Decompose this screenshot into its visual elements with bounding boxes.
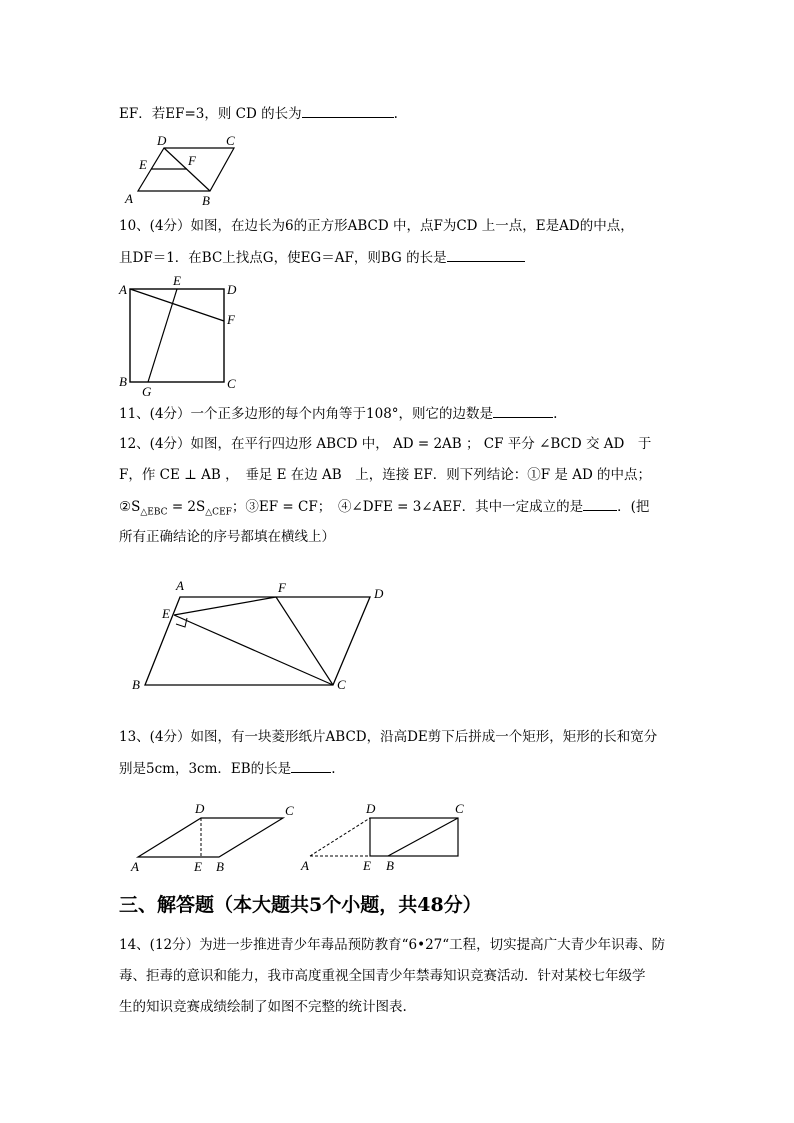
fig13a-rhombus [138,818,283,857]
fig12-segment-ef [174,597,276,615]
q10-answer-blank [447,248,525,262]
fig13b-rectangle [370,818,458,856]
q12-sub-cef: △CEF [205,507,232,518]
fig9-label-d: D [157,133,167,148]
fig12-label-f: F [278,580,286,595]
fig9-label-a: A [125,191,133,206]
fig13a-label-b: B [216,859,224,874]
q11-text: 11、(4分）一个正多边形的每个内角等于108°，则它的边数是 [119,406,494,422]
fig13b-rectangle-diagram [296,800,476,875]
q12-line3 [119,497,649,522]
fig13b-label-b: B [386,858,394,873]
q10-line2 [119,248,525,267]
fig9-label-b: B [202,193,210,208]
q9-line [119,104,398,123]
q12-line1: 12、(4分）如图，在平行四边形 ABCD 中， AD = 2AB ； CF 平分 ∠BCD 交 AD 于 [119,436,652,452]
fig9-label-e: E [139,157,147,172]
q9-end: . [393,106,398,122]
fig10-label-d: D [227,282,237,297]
q12-line3-part-c: ；③EF = CF； ④∠DFE = 3∠AEF．其中一定成立的是 [231,499,584,515]
q13-text: 别是5cm，3cm．EB的长是 [119,761,292,777]
q13-answer-blank [291,759,331,773]
q12-line3-part-b: = 2S [167,499,206,515]
q12-line2: F，作 CE ⊥ AB ， 垂足 E 在边 AB 上，连接 EF．则下列结论：①F 是 AD 的中点； [119,467,652,483]
fig10-label-e: E [173,273,181,288]
fig13b-label-e: E [363,858,371,873]
fig13a-label-c: C [285,803,294,818]
q12-sub-ebc: △EBC [140,507,168,518]
fig9-label-f: F [188,153,196,168]
fig13b-diagonal [388,818,458,856]
fig10-square [130,289,224,382]
fig12-segment-ec [174,615,333,685]
fig12-label-d: D [374,586,384,601]
q12-line3-part-a: ②S [119,499,141,515]
fig10-label-g: G [142,384,152,399]
fig13a-label-a: A [131,859,139,874]
fig9-label-c: C [226,133,235,148]
fig13b-dashed-ad [310,818,370,856]
fig12-label-c: C [337,677,346,692]
q12-answer-blank [583,497,617,511]
fig12-parallelogram-diagram [130,575,395,695]
fig12-label-e: E [162,606,170,621]
fig9-parallelogram-diagram [120,132,250,207]
fig10-label-a: A [119,282,127,297]
fig13a-label-d: D [195,801,205,816]
fig13a-label-e: E [194,859,202,874]
q14-line3: 生的知识竞赛成绩绘制了如图不完整的统计图表. [119,999,407,1015]
fig12-label-a: A [176,578,184,593]
fig13b-label-a: A [301,858,309,873]
q14-line2: 毒、拒毒的意识和能力，我市高度重视全国青少年禁毒知识竞赛活动．针对某校七年级学 [119,968,646,984]
fig10-square-diagram [118,275,248,400]
q9-text: EF．若EF=3，则 CD 的长为 [119,106,302,122]
fig10-label-c: C [227,376,236,391]
fig10-segment-eg [148,289,177,382]
fig10-segment-af [130,289,224,321]
fig12-label-b: B [132,677,140,692]
q11-end: . [553,406,558,422]
q10-line1: 10、(4分）如图，在边长为6的正方形ABCD 中，点F为CD 上一点，E是AD的中点， [119,218,634,234]
q13-line2 [119,759,335,778]
q10-text: 且DF＝1．在BC上找点G，使EG＝AF，则BG 的长是 [119,250,447,266]
fig13b-label-d: D [366,801,376,816]
q11-line [119,404,557,423]
fig13a-rhombus-diagram [128,800,303,875]
fig12-parallelogram [145,597,370,685]
q14-line1: 14、(12分）为进一步推进青少年毒品预防教育“6•27“工程，切实提高广大青少年识毒、防 [119,937,666,953]
fig10-label-f: F [227,312,235,327]
q12-line3-part-d: ．(把 [617,499,650,515]
q11-answer-blank [493,404,553,418]
section-heading: 三、解答题（本大题共5个小题，共48分） [119,894,482,916]
q13-end: . [331,761,336,777]
fig10-label-b: B [119,374,127,389]
q13-line1: 13、(4分）如图，有一块菱形纸片ABCD，沿高DE剪下后拼成一个矩形，矩形的长和宽分 [119,729,658,745]
q12-line4: 所有正确结论的序号都填在横线上） [119,529,335,545]
q9-answer-blank [302,104,394,118]
fig13b-label-c: C [455,801,464,816]
